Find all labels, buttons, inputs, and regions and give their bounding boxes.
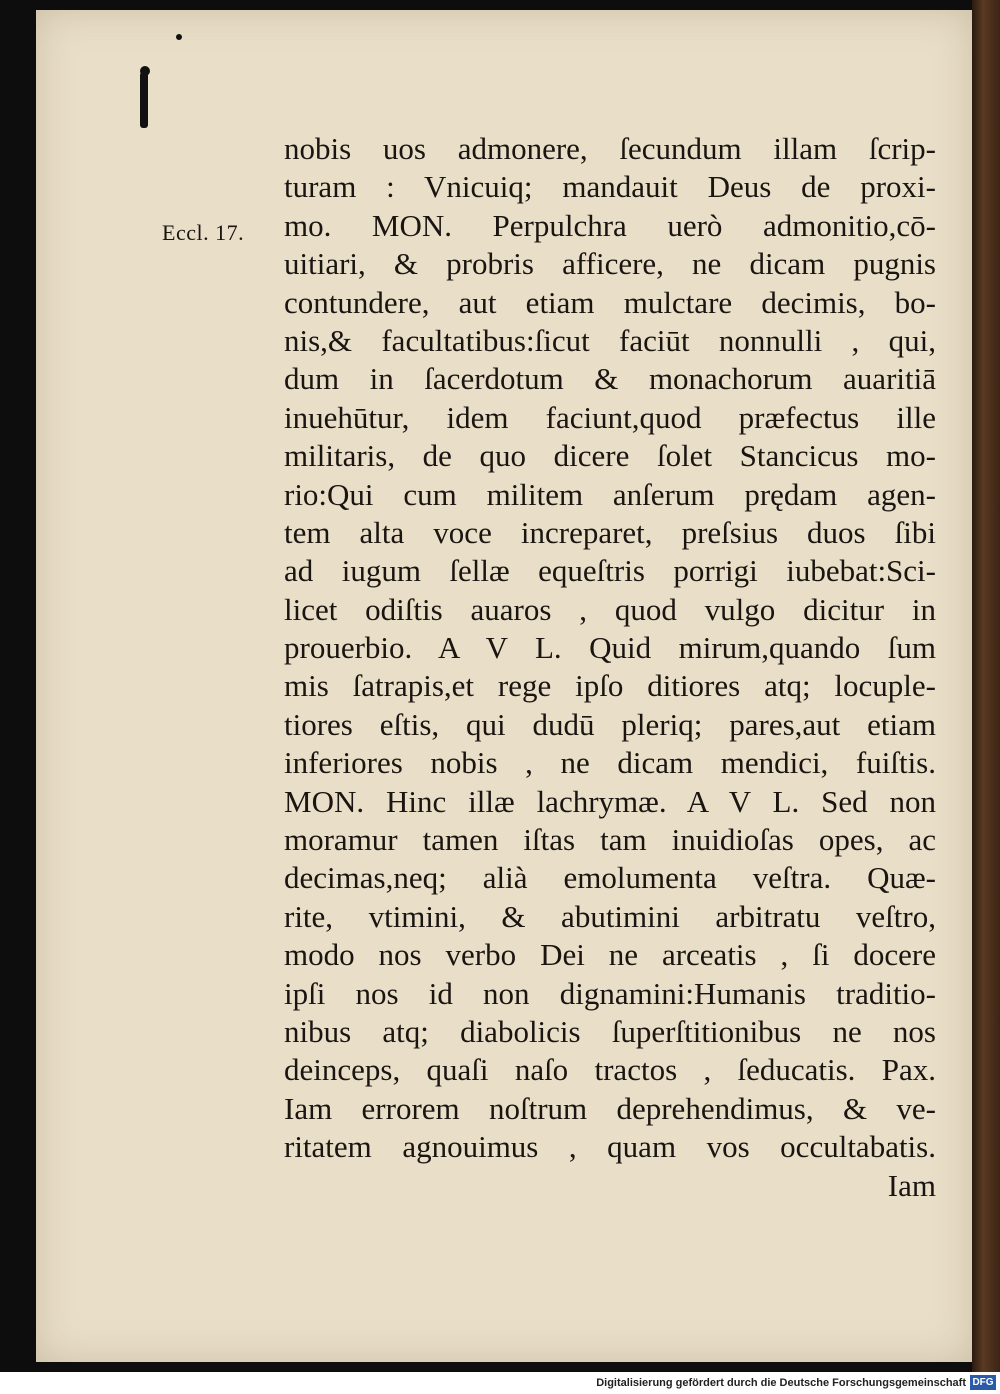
- text-line: uitiari, & probris afficere, ne dicam pugnis: [284, 246, 936, 282]
- text-line: nobis uos admonere, ſecundum illam ſcrip-: [284, 131, 936, 166]
- text-line: decimas,neq; alià emolumenta veſtra. Quæ-: [284, 860, 936, 896]
- text-line: dum in ſacerdotum & monachorum auaritiā: [284, 361, 936, 397]
- text-line: tiores eſtis, qui dudū pleriq; pares,aut etiam: [284, 706, 936, 742]
- text-line: ipſi nos id non dignamini:Humanis traditio-: [284, 975, 936, 1011]
- text-line: ritatem agnouimus , quam vos occultabatis.: [284, 1129, 936, 1165]
- catchword: Iam: [887, 1167, 936, 1203]
- text-line: mo. MON. Perpulchra uerò admonitio,cō-: [284, 207, 936, 243]
- text-line: inuehūtur, idem faciunt,quod præfectus ille: [284, 399, 936, 435]
- text-line: Iam errorem noſtrum deprehendimus, & ve-: [284, 1090, 936, 1126]
- text-line: ad iugum ſellæ equeſtris porrigi iubebat:Sci-: [284, 553, 936, 589]
- text-line: turam : Vnicuiq; mandauit Deus de proxi-: [284, 169, 936, 205]
- text-line: nis,& facultatibus:ſicut faciūt nonnulli , qui,: [284, 322, 936, 358]
- funding-credit: Digitalisierung gefördert durch die Deutsche Forschungsgemeinschaft: [596, 1377, 966, 1389]
- text-line: deinceps, quaſi naſo tractos , ſeducatis. Pax.: [284, 1052, 936, 1088]
- dfg-logo: DFG: [970, 1375, 996, 1390]
- text-line: tem alta voce increparet, preſsius duos ſibi: [284, 514, 936, 550]
- text-line: inferiores nobis , ne dicam mendici, fuiſtis.: [284, 745, 936, 781]
- text-line: modo nos verbo Dei ne arceatis , ſi docere: [284, 937, 936, 973]
- text-line: prouerbio. A V L. Quid mirum,quando ſum: [284, 630, 936, 666]
- ink-dot: [176, 34, 182, 40]
- text-block: [284, 130, 936, 1205]
- text-line: rio:Qui cum militem anſerum prędam agen-: [284, 476, 936, 512]
- ink-stroke: [140, 72, 148, 128]
- text-line: mis ſatrapis,et rege ipſo ditiores atq; locuple-: [284, 668, 936, 704]
- text-line: militaris, de quo dicere ſolet Stancicus mo-: [284, 438, 936, 474]
- text-line: rite, vtimini, & abutimini arbitratu veſtro,: [284, 898, 936, 934]
- text-line: MON. Hinc illæ lachrymæ. A V L. Sed non: [284, 783, 936, 819]
- text-line: moramur tamen iſtas tam inuidioſas opes, ac: [284, 822, 936, 858]
- book-edge: [972, 0, 1000, 1372]
- text-line: contundere, aut etiam mulctare decimis, bo-: [284, 284, 936, 320]
- text-line: nibus atq; diabolicis ſuperſtitionibus ne nos: [284, 1013, 936, 1049]
- text-line: licet odiſtis auaros , quod vulgo dicitur in: [284, 591, 936, 627]
- marginal-note: Eccl. 17.: [162, 220, 245, 245]
